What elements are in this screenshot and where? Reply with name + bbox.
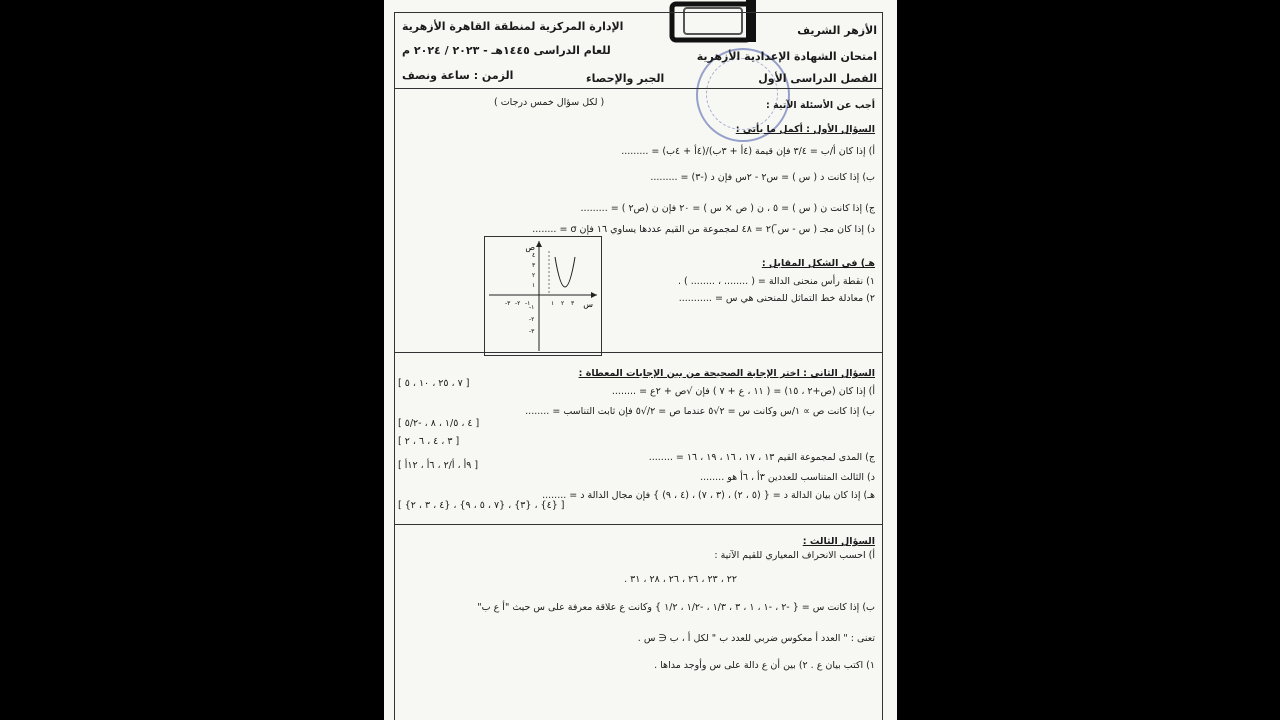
q3-values: ٢٢ ، ٢٣ ، ٢٦ ، ٢٦ ، ٢٨ ، ٣١ . [624, 574, 737, 585]
y-tick-1: ١ [532, 282, 536, 289]
q2-q3-divider [394, 524, 883, 525]
y-tick-n1: -١ [529, 304, 535, 311]
exam-paper [384, 0, 897, 720]
graph-y-label: ص [525, 243, 535, 252]
q2-opts-e: [ {٤} ، {٣} ، {٧ ، ٥ ، ٩} ، {٤ ، ٣ ، ٢} ] [398, 500, 565, 511]
parabola-graph [484, 236, 602, 356]
x-tick-3: ٣ [571, 300, 575, 307]
header-divider [394, 88, 883, 89]
x-tick-n3: -٣ [505, 300, 511, 307]
header-left-1: الإدارة المركزية لمنطقة القاهرة الأزهرية [402, 20, 624, 33]
q3-item-b: ب) إذا كانت س = { -٢ ، -١ ، ١ ، ٣ ، ١/٣ ، -١/٢ ، ١/٢ } وكانت ع علاقة معرفة على س حيث "أ ع ب" [477, 602, 875, 613]
q1-item-e2: ٢) معادلة خط التماثل للمنحنى هي س = ........... [678, 293, 875, 304]
q2-item-a: أ) إذا كان (ص+٢ ، ١٥) = ( ١١ ، ع + ٧ ) فإن √ص + ٢ع = ........ [611, 386, 875, 397]
exam-frame [394, 12, 883, 720]
y-tick-4: ٤ [532, 252, 536, 259]
header-left-3: الزمن : ساعة ونصف [402, 69, 514, 82]
x-tick-n2: -٢ [515, 300, 521, 307]
q3-item-a: أ) احسب الانحراف المعياري للقيم الآتية : [714, 550, 875, 561]
q1-item-b: ب) إذا كانت د ( س ) = س٢ - ٢س فإن د (-٣) = ......... [650, 172, 875, 183]
header-right-1: الأزهر الشريف [797, 24, 877, 37]
q1-item-a: أ) إذا كان أ/ب = ٣/٤ فإن قيمة (٤أ + ٣ب)/(٤أ + ٤ب) = ......... [621, 146, 875, 157]
q1-item-c: ج) إذا كانت ن ( س ) = ٥ ، ن ( ص × س ) = ٢٠ فإن ن (ص٢ ) = ......... [580, 203, 875, 214]
q1-item-e: هـ) في الشكل المقابل : [761, 258, 875, 269]
header-right-2: امتحان الشهادة الإعدادية الأزهرية [696, 50, 877, 63]
y-tick-n2: -٢ [529, 316, 535, 323]
q2-item-c: ج) المدى لمجموعة القيم ١٣ ، ١٧ ، ١٦ ، ١٩ ، ١٦ = ........ [648, 452, 875, 463]
subject-name: الجبر والإحصاء [586, 72, 665, 85]
y-tick-2: ٢ [532, 272, 536, 279]
graph-x-label: س [583, 300, 593, 309]
q2-item-b: ب) إذا كانت ص ∝ ١/س وكانت س = ٢√٥ عندما ص = ٢/√٥ فإن ثابت التناسب = ........ [525, 406, 875, 417]
header-left-2: للعام الدراسى ١٤٤٥هـ - ٢٠٢٣ / ٢٠٢٤ م [402, 44, 611, 57]
x-tick-n1: -١ [525, 300, 531, 307]
q2-opts-b: [ ٤ ، ١/٥ ، ٨ ، -٥/٢ ] [398, 418, 480, 429]
header-right-3: الفصل الدراسى الأول [758, 72, 877, 85]
q2-title: السؤال الثاني : اختر الإجابة الصحيحة من بين الإجابات المعطاة : [578, 368, 875, 379]
q1-item-e1: ١) نقطة رأس منحنى الدالة = ( ........ ، ........ ) . [678, 276, 875, 287]
exam-header [396, 14, 881, 88]
q2-item-e: هـ) إذا كان بيان الدالة د = { (٥ ، ٢) ، (٣ ، ٧) ، (٤ ، ٩) } فإن مجال الدالة د = ........ [542, 490, 875, 501]
y-tick-3: ٣ [532, 262, 536, 269]
q3-item-b-parts: ١) اكتب بيان ع . ٢) بين أن ع دالة على س وأوجد مداها . [654, 660, 875, 671]
x-tick-2: ٢ [561, 300, 565, 307]
q2-opts-d: [ ٩أ ، أ/٢ ، ٦أ ، ١٢أ ] [398, 460, 479, 471]
q1-item-d: د) إذا كان مجـ ( س - س̄ )٢ = ٤٨ لمجموعة من القيم عددها يساوي ١٦ فإن σ = ........ [532, 224, 875, 235]
q1-q2-divider [394, 352, 883, 353]
q1-title: السؤال الأول : أكمل ما يأتي : [735, 124, 875, 135]
q2-opts-a: [ ٧ ، ٢٥ ، ١٠ ، ٥ ] [398, 378, 470, 389]
x-tick-1: ١ [551, 300, 555, 307]
instruction: أجب عن الأسئلة الآتية : [766, 100, 875, 111]
marks-note: ( لكل سؤال خمس درجات ) [494, 97, 605, 108]
q3-item-b-meaning: تعنى : " العدد أ معكوس ضربي للعدد ب " لكل أ ، ب ∈ س . [637, 633, 875, 644]
q2-opts-c: [ ٣ ، ٤ ، ٦ ، ٢ ] [398, 436, 460, 447]
q2-item-d: د) الثالث المتناسب للعددين ٣أ ، ٦أ هو ........ [700, 472, 875, 483]
y-tick-n3: -٣ [529, 328, 535, 335]
q3-title: السؤال الثالث : [802, 536, 875, 547]
